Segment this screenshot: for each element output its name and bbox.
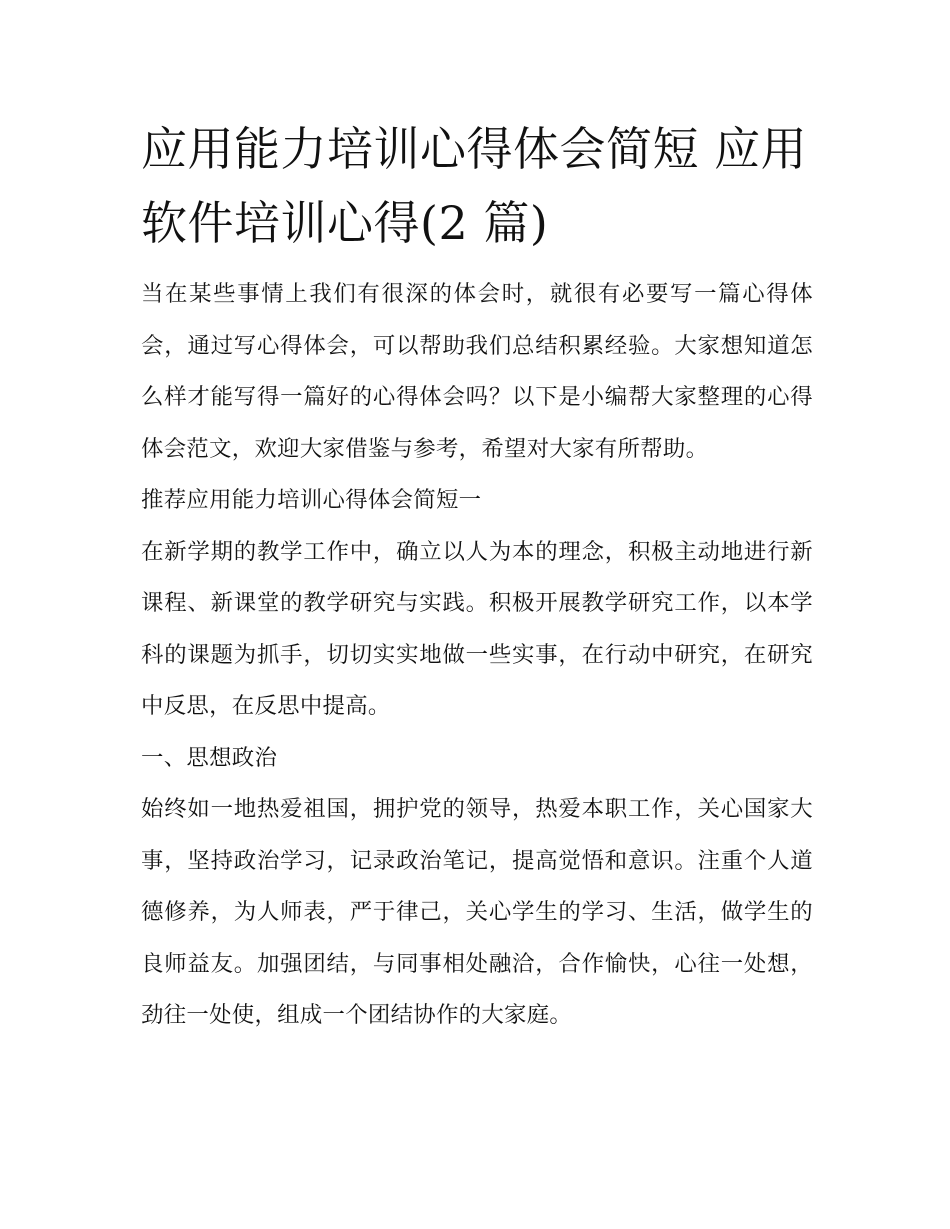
intro-paragraph: 当在某些事情上我们有很深的体会时，就很有必要写一篇心得体会，通过写心得体会，可以帮助我们总结积累经验。大家想知道怎么样才能写得一篇好的心得体会吗？以下是小编帮大家整理的心得体会范文，欢迎大家借鉴与参考，希望对大家有所帮助。 (141, 281, 813, 462)
document-body (141, 269, 813, 1042)
ideology-paragraph: 始终如一地热爱祖国，拥护党的领导，热爱本职工作，关心国家大事，坚持政治学习，记录政治笔记，提高觉悟和意识。注重个人道德修养，为人师表，严于律己，关心学生的学习、生活，做学生的良师益友。加强团结，与同事相处融洽，合作愉快，心往一处想，劲往一处使，组成一个团结协作的大家庭。 (141, 796, 813, 1028)
teaching-paragraph: 在新学期的教学工作中，确立以人为本的理念，积极主动地进行新课程、新课堂的教学研究与实践。积极开展教学研究工作，以本学科的课题为抓手，切切实实地做一些实事，在行动中研究，在研究中反思，在反思中提高。 (141, 538, 813, 719)
section-heading-recommend: 推荐应用能力培训心得体会简短一 (141, 487, 482, 513)
document-page (141, 112, 813, 1042)
section-heading-ideology: 一、思想政治 (141, 744, 278, 771)
document-title: 应用能力培训心得体会简短 应用软件培训心得(2 篇) (141, 122, 808, 250)
